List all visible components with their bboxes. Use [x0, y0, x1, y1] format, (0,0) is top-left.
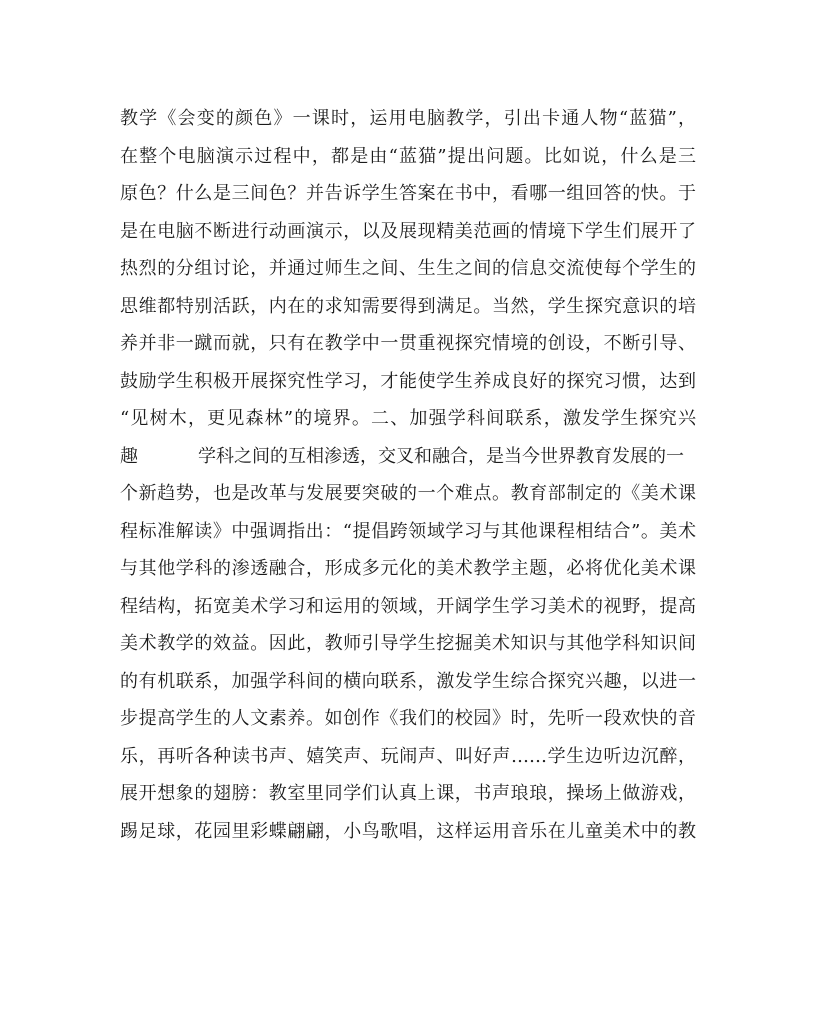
text-line: 与其他学科的渗透融合，形成多元化的美术教学主题，必将优化美术课: [120, 558, 696, 579]
text-line: 程结构，拓宽美术学习和运用的领域，开阔学生学习美术的视野，提高: [120, 595, 696, 617]
text-line: 鼓励学生积极开展探究性学习，才能使学生养成良好的探究习惯，达到: [120, 370, 696, 392]
text-line: 养并非一蹴而就，只有在教学中一贯重视探究情境的创设，不断引导、: [120, 333, 696, 354]
text-line: 步提高学生的人文素养。如创作《我们的校园》时，先听一段欢快的音: [120, 708, 696, 729]
text-line: 美术教学的效益。因此，教师引导学生挖掘美术知识与其他学科知识间: [120, 633, 696, 654]
text-line: “见树木，更见森林”的境界。二、加强学科间联系，激发学生探究兴: [120, 408, 696, 429]
text-line: 的有机联系，加强学科间的横向联系，激发学生综合探究兴趣，以进一: [120, 670, 696, 692]
text-line: 热烈的分组讨论，并通过师生之间、生生之间的信息交流使每个学生的: [120, 258, 696, 279]
text-line: 展开想象的翅膀：教室里同学们认真上课，书声琅琅，操场上做游戏，: [120, 783, 696, 804]
text-line: 原色？什么是三间色？并告诉学生答案在书中，看哪一组回答的快。于: [120, 183, 696, 204]
text-line: 乐，再听各种读书声、嬉笑声、玩闹声、叫好声……学生边听边沉醉，: [120, 745, 696, 767]
body-text: [120, 100, 696, 850]
text-line: 踢足球，花园里彩蝶翩翩，小鸟歌唱，这样运用音乐在儿童美术中的教: [120, 820, 696, 842]
text-line: 程标准解读》中强调指出：“提倡跨领域学习与其他课程相结合”。美术: [120, 520, 696, 542]
text-line: 思维都特别活跃，内在的求知需要得到满足。当然，学生探究意识的培: [120, 295, 696, 317]
text-line: 个新趋势，也是改革与发展要突破的一个难点。教育部制定的《美术课: [120, 483, 696, 504]
text-line: 教学《会变的颜色》一课时，运用电脑教学，引出卡通人物“蓝猫”，: [120, 108, 696, 129]
line-lead-text: 趣: [120, 445, 138, 467]
text-line-with-gap: [120, 438, 696, 476]
text-line: 在整个电脑演示过程中，都是由“蓝猫”提出问题。比如说，什么是三: [120, 145, 696, 167]
line-rest-text: 学科之间的互相渗透，交叉和融合，是当今世界教育发展的一: [198, 445, 684, 467]
text-line: 是在电脑不断进行动画演示，以及展现精美范画的情境下学生们展开了: [120, 220, 696, 242]
